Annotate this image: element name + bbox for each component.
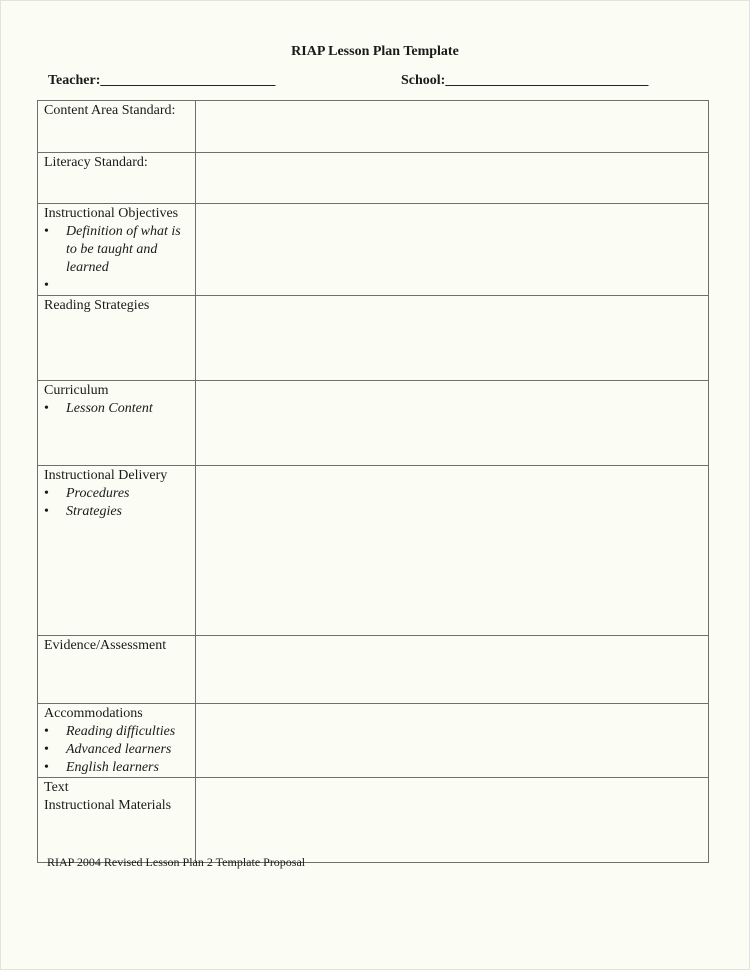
row-entry-cell[interactable]	[196, 636, 709, 704]
bullet-text: Lesson Content	[66, 401, 153, 416]
table-row	[38, 466, 709, 636]
bullet-list	[44, 223, 195, 295]
bullet-icon: •	[44, 724, 49, 739]
row-label: Reading Strategies	[44, 298, 150, 313]
row-entry-cell[interactable]	[196, 101, 709, 153]
table-row	[38, 381, 709, 466]
table-row	[38, 204, 709, 296]
row-label-cell	[38, 204, 196, 296]
row-label: Content Area Standard:	[44, 103, 176, 118]
bullet-icon: •	[44, 504, 49, 519]
row-entry-cell[interactable]	[196, 381, 709, 466]
row-entry-cell[interactable]	[196, 296, 709, 381]
bullet-item	[44, 400, 195, 418]
row-label-cell	[38, 296, 196, 381]
row-label-cell	[38, 466, 196, 636]
table-row	[38, 636, 709, 704]
school-blank[interactable]: _____________________________	[445, 73, 649, 88]
bullet-item	[44, 759, 195, 777]
row-label: Instructional Objectives	[44, 206, 179, 221]
school-label: School:	[401, 73, 446, 88]
teacher-blank[interactable]: _________________________	[100, 73, 276, 88]
row-label-cell	[38, 704, 196, 778]
row-entry-cell[interactable]	[196, 153, 709, 204]
footer-note: RIAP 2004 Revised Lesson Plan 2 Template Proposal	[47, 855, 306, 869]
lesson-plan-table	[37, 100, 709, 863]
school-field[interactable]	[401, 73, 648, 89]
bullet-list	[44, 400, 195, 418]
bullet-icon: •	[44, 742, 49, 757]
table-row	[38, 704, 709, 778]
row-label: Instructional Delivery	[44, 468, 168, 483]
table-row	[38, 778, 709, 863]
bullet-list	[44, 485, 195, 521]
bullet-icon: •	[44, 486, 49, 501]
row-label-cell	[38, 636, 196, 704]
bullet-icon: •	[44, 401, 49, 416]
row-entry-cell[interactable]	[196, 466, 709, 636]
bullet-text: Definition of what is to be taught and learned	[66, 224, 181, 275]
row-label: Evidence/Assessment	[44, 638, 167, 653]
bullet-item	[44, 223, 195, 277]
bullet-text: Strategies	[66, 504, 122, 519]
row-label: Text	[44, 780, 69, 795]
bullet-item	[44, 277, 195, 295]
row-label: Accommodations	[44, 706, 143, 721]
row-label-cell	[38, 778, 196, 863]
teacher-field[interactable]	[48, 73, 275, 89]
table-row	[38, 101, 709, 153]
row-label-secondary: Instructional Materials	[44, 798, 172, 813]
row-label-cell	[38, 153, 196, 204]
row-entry-cell[interactable]	[196, 204, 709, 296]
table-row	[38, 296, 709, 381]
bullet-item	[44, 485, 195, 503]
row-label-cell	[38, 381, 196, 466]
row-label-cell	[38, 101, 196, 153]
bullet-item	[44, 741, 195, 759]
bullet-list	[44, 723, 195, 777]
row-entry-cell[interactable]	[196, 704, 709, 778]
document-title: RIAP Lesson Plan Template	[291, 44, 459, 59]
bullet-icon: •	[44, 760, 49, 775]
bullet-item	[44, 503, 195, 521]
row-label: Curriculum	[44, 383, 109, 398]
teacher-label: Teacher:	[48, 73, 101, 88]
bullet-text: Procedures	[66, 486, 130, 501]
bullet-icon: •	[44, 278, 49, 293]
bullet-item	[44, 723, 195, 741]
bullet-text: English learners	[66, 760, 159, 775]
bullet-icon: •	[44, 224, 49, 239]
row-entry-cell[interactable]	[196, 778, 709, 863]
bullet-text: Reading difficulties	[66, 724, 176, 739]
row-label: Literacy Standard:	[44, 155, 148, 170]
bullet-text: Advanced learners	[66, 742, 172, 757]
table-row	[38, 153, 709, 204]
